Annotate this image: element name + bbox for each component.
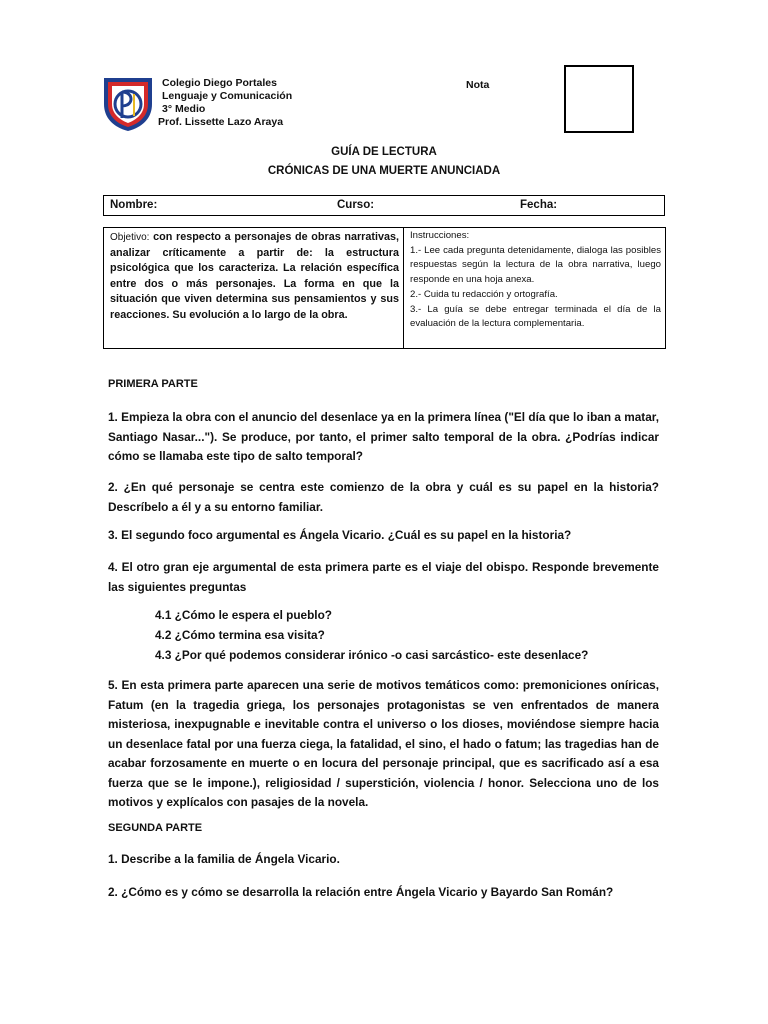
objective-text: con respecto a personajes de obras narrativas, analizar críticamente a partir de: la estructura psicológica que los caracteriza. La relación específica entre dos o más personajes. La forma en que la situación que viven determina sus pensamientos y sus reacciones. Su evolución a lo largo de la obra. <box>110 231 399 321</box>
question-4: 4. El otro gran eje argumental de esta primera parte es el viaje del obispo. Responde brevemente las siguientes preguntas <box>108 560 659 594</box>
question-1: 1. Empieza la obra con el anuncio del desenlace ya en la primera línea ("El día que lo iban a matar, Santiago Nasar..."). Se produce, por tanto, el primer salto temporal de la obra. ¿Podrías indicar cómo se llamaba este tipo de salto temporal? <box>108 410 659 463</box>
instructions-title: Instrucciones: <box>410 230 470 241</box>
instruction-item: 1.- Lee cada pregunta detenidamente, dialoga las posibles respuestas según la lectura de la obra narrativa, luego responde en una hoja anexa. <box>410 244 661 286</box>
instructions-cell <box>404 228 665 348</box>
nota-label: Nota <box>466 79 490 91</box>
section-heading-part2: SEGUNDA PARTE <box>108 822 203 834</box>
section-heading-part1: PRIMERA PARTE <box>108 378 198 390</box>
question-4-1: 4.1 ¿Cómo le espera el pueblo? <box>155 608 332 622</box>
objective-cell <box>104 228 404 348</box>
objective-instructions-table <box>103 227 666 349</box>
question-3: 3. El segundo foco argumental es Ángela Vicario. ¿Cuál es su papel en la historia? <box>108 528 572 542</box>
objective-label: Objetivo: <box>110 232 150 243</box>
fecha-field[interactable]: Fecha: <box>520 199 558 211</box>
school-name: Colegio Diego Portales <box>162 77 277 89</box>
part2-question-2: 2. ¿Cómo es y cómo se desarrolla la relación entre Ángela Vicario y Bayardo San Román? <box>108 885 614 899</box>
question-2: 2. ¿En qué personaje se centra este comienzo de la obra y cuál es su papel en la historia? Descríbelo a él y a su entorno familiar. <box>108 480 659 514</box>
school-info <box>158 77 293 129</box>
question-5: 5. En esta primera parte aparecen una serie de motivos temáticos como: premoniciones oníricas, Fatum (en la tragedia griega, los personajes protagonistas se ven enfrentados de manera misteriosa, inexpugnable e inevitable contra el universo o los dioses, moviéndose siempre hacia un desenlace fatal por una fuerza ciega, la fatalidad, el sino, el hado o fatum; las tragedias han de acabar forzosamente en muerte o en locura del personaje principal, que es sacrificado así a esa fuerza que se le impone.), religiosidad / superstición, violencia / honor. Selecciona uno de los motivos y explícalos con pasajes de la novela. <box>108 678 659 809</box>
question-4-3: 4.3 ¿Por qué podemos considerar irónico -o casi sarcástico- este desenlace? <box>155 648 589 662</box>
grade-level: 3° Medio <box>162 103 206 115</box>
part2-question-1: 1. Describe a la familia de Ángela Vicario. <box>108 852 340 866</box>
instruction-item: 2.- Cuida tu redacción y ortografía. <box>410 288 558 300</box>
question-4-2: 4.2 ¿Cómo termina esa visita? <box>155 628 325 642</box>
book-title: CRÓNICAS DE UNA MUERTE ANUNCIADA <box>267 165 501 177</box>
school-logo-icon <box>100 74 156 132</box>
teacher-name: Prof. Lissette Lazo Araya <box>158 116 284 128</box>
curso-field[interactable]: Curso: <box>337 199 375 211</box>
nota-box[interactable] <box>564 65 634 133</box>
subject-name: Lenguaje y Comunicación <box>162 90 293 102</box>
student-info-row <box>103 195 665 216</box>
guide-title: GUÍA DE LECTURA <box>331 146 437 158</box>
nombre-field[interactable]: Nombre: <box>110 199 158 211</box>
instruction-item: 3.- La guía se debe entregar terminada el día de la evaluación de la lectura complementaria. <box>410 303 661 330</box>
